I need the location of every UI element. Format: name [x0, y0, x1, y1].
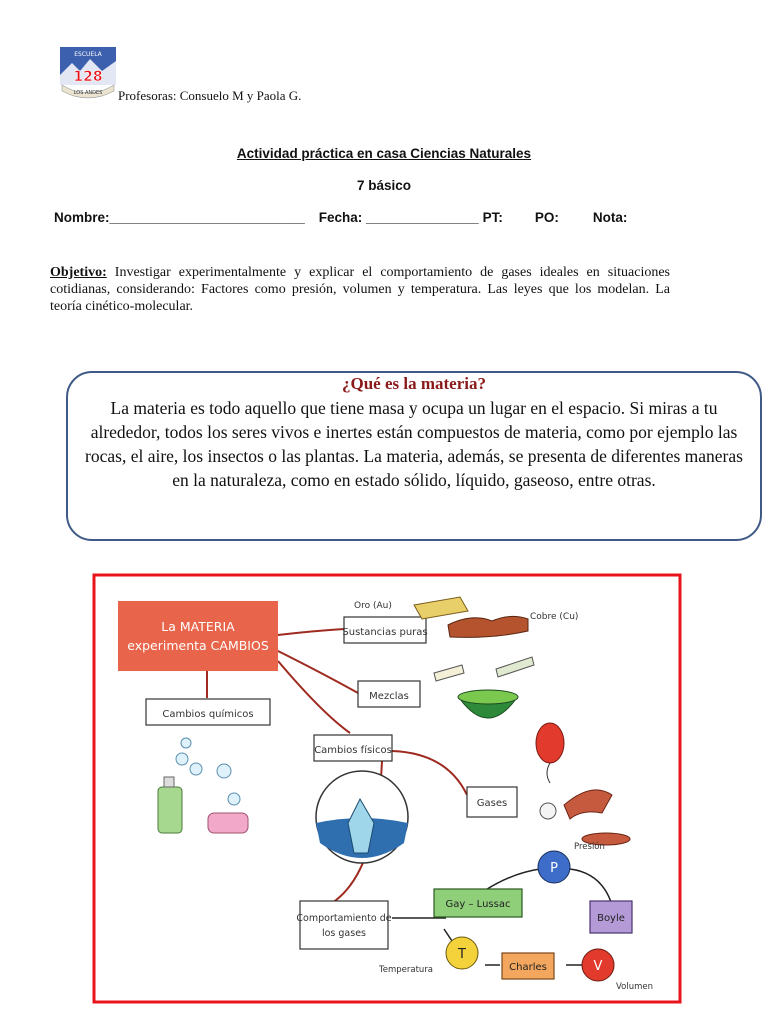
volume-label: Volumen	[616, 982, 654, 992]
logo-number: 128	[73, 69, 103, 85]
copper-label: Cobre (Cu)	[530, 612, 579, 622]
gas-behavior-node	[300, 901, 388, 949]
objective-text: Investigar experimentalmente y explicar el comportamiento de gases ideales en situaciones cotidianas, considerando: Factores como presión, volumen y temperatura. Las leyes que los modelan. La teoría cinético-molecular.	[50, 265, 670, 314]
gay-lussac-label: Gay – Lussac	[445, 899, 511, 910]
date-field[interactable]: Fecha: _______________	[318, 210, 479, 225]
matter-box-title: ¿Qué es la materia?	[342, 374, 486, 393]
temperature-symbol: T	[458, 947, 466, 962]
name-field[interactable]: Nombre:__________________________	[54, 210, 305, 225]
student-fields	[54, 210, 627, 225]
matter-box-text: La materia es todo aquello que tiene masa y ocupa un lugar en el espacio. Si miras a tu alrededor, todos los seres vivos e inertes están compuestos de materia, como por ejemplo las rocas, el aire, los insectos o las plantas. La materia, además, se presenta de diferentes maneras en la naturaleza, como en estado sólido, líquido, gaseoso, entre otras.	[85, 398, 743, 490]
grade-level: 7 básico	[356, 178, 412, 193]
gold-label: Oro (Au)	[354, 601, 392, 611]
main-node-line1: La MATERIA	[161, 619, 235, 634]
pressure-symbol: P	[550, 861, 558, 876]
teachers-line: Profesoras: Consuelo M y Paola G.	[118, 88, 302, 103]
iceberg-icon	[316, 771, 408, 863]
po-field: PO:	[534, 210, 559, 225]
school-logo	[58, 45, 118, 99]
volume-symbol: V	[593, 959, 603, 974]
gases-label: Gases	[476, 798, 508, 809]
pt-field: PT:	[482, 210, 503, 225]
grade-field: Nota:	[592, 210, 628, 225]
temperature-label: Temperatura	[379, 965, 434, 975]
chemical-changes-label: Cambios químicos	[162, 709, 254, 720]
main-node	[118, 601, 278, 671]
logo-top-text: ESCUELA	[74, 51, 102, 58]
gas-behavior-line1: Comportamiento de	[296, 913, 392, 924]
matter-concept-map	[92, 573, 682, 1004]
page-title: Actividad práctica en casa Ciencias Naturales	[236, 146, 532, 161]
logo-bottom-text: LOS ANDES	[73, 90, 103, 96]
objective-paragraph	[50, 264, 670, 315]
boyle-label: Boyle	[597, 913, 625, 924]
charles-label: Charles	[509, 962, 547, 973]
pressure-label: Presión	[574, 842, 605, 852]
mixtures-label: Mezclas	[369, 691, 409, 702]
physical-changes-label: Cambios físicos	[314, 745, 392, 756]
pure-substances-label: Sustancias puras	[342, 627, 428, 638]
main-node-line2: experimenta CAMBIOS	[127, 638, 269, 653]
gas-behavior-line2: los gases	[321, 928, 367, 939]
objective-label: Objetivo:	[50, 265, 107, 280]
